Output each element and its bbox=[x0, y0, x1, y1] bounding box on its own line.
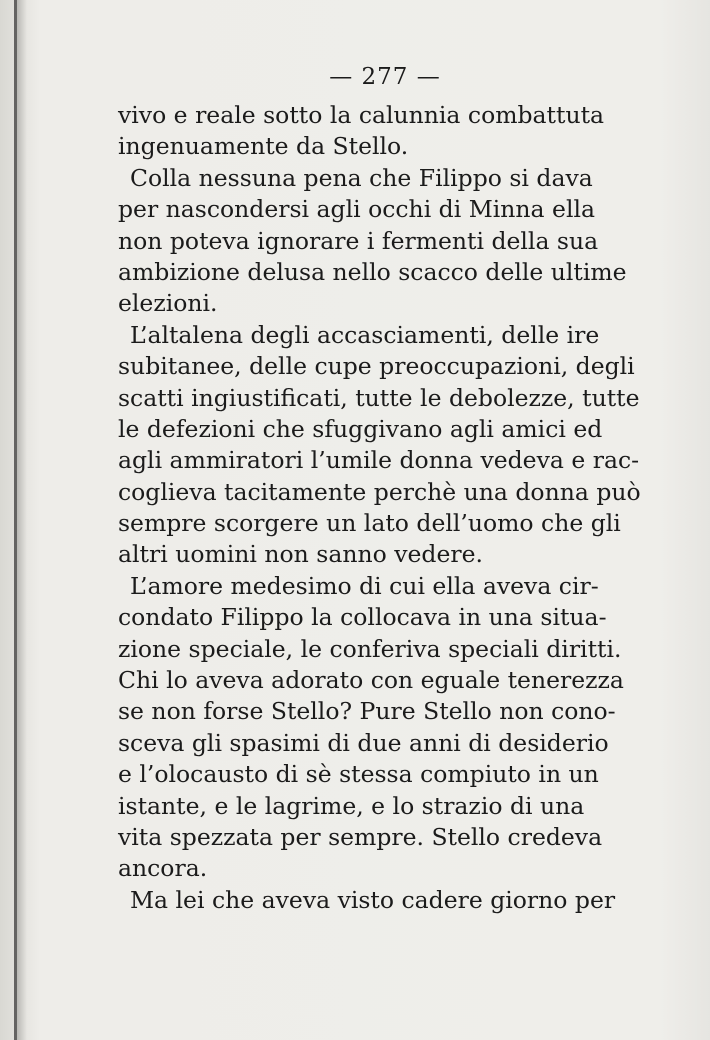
text-line: coglieva tacitamente perchè una donna può bbox=[118, 477, 641, 506]
paragraph-start-line: L’altalena degli accasciamenti, delle ire bbox=[130, 320, 600, 349]
page-number: — 277 — bbox=[329, 64, 441, 90]
text-line: vita spezzata per sempre. Stello credeva bbox=[118, 822, 603, 851]
text-line: se non forse Stello? Pure Stello non cono- bbox=[118, 697, 616, 726]
paragraph-start-line: Colla nessuna pena che Filippo si dava bbox=[130, 163, 593, 192]
text-line: ambizione delusa nello scacco delle ultime bbox=[118, 257, 627, 286]
binding-shadow bbox=[17, 0, 27, 1040]
text-line: sempre scorgere un lato dell’uomo che gli bbox=[118, 509, 621, 538]
text-line: elezioni. bbox=[118, 289, 218, 318]
text-line: vivo e reale sotto la calunnia combattuta bbox=[118, 101, 605, 129]
text-line: altri uomini non sanno vedere. bbox=[118, 540, 483, 569]
text-line: sceva gli spasimi di due anni di desiderio bbox=[118, 728, 609, 757]
text-line: ancora. bbox=[118, 854, 208, 883]
text-line: agli ammiratori l’umile donna vedeva e rac- bbox=[118, 446, 640, 475]
text-line: zione speciale, le conferiva speciali diritti. bbox=[118, 634, 622, 663]
paragraph-start-line: L’amore medesimo di cui ella aveva cir- bbox=[130, 571, 599, 600]
text-line: non poteva ignorare i fermenti della sua bbox=[118, 226, 599, 255]
text-line: per nascondersi agli occhi di Minna ella bbox=[118, 195, 595, 224]
body-text bbox=[118, 100, 641, 916]
text-line: subitanee, delle cupe preoccupazioni, degli bbox=[118, 352, 635, 381]
text-line: Chi lo aveva adorato con eguale tenerezza bbox=[118, 666, 624, 695]
text-line: istante, e le lagrime, e lo strazio di una bbox=[118, 791, 585, 820]
text-line: e l’olocausto di sè stessa compiuto in un bbox=[118, 760, 599, 789]
text-line: condato Filippo la collocava in una situa- bbox=[118, 603, 607, 632]
paragraph-start-line: Ma lei che aveva visto cadere giorno per bbox=[130, 885, 616, 914]
text-line: le defezioni che sfuggivano agli amici ed bbox=[118, 414, 603, 443]
text-line: ingenuamente da Stello. bbox=[118, 132, 409, 161]
text-line: scatti ingiustificati, tutte le debolezze, tutte bbox=[118, 383, 640, 412]
